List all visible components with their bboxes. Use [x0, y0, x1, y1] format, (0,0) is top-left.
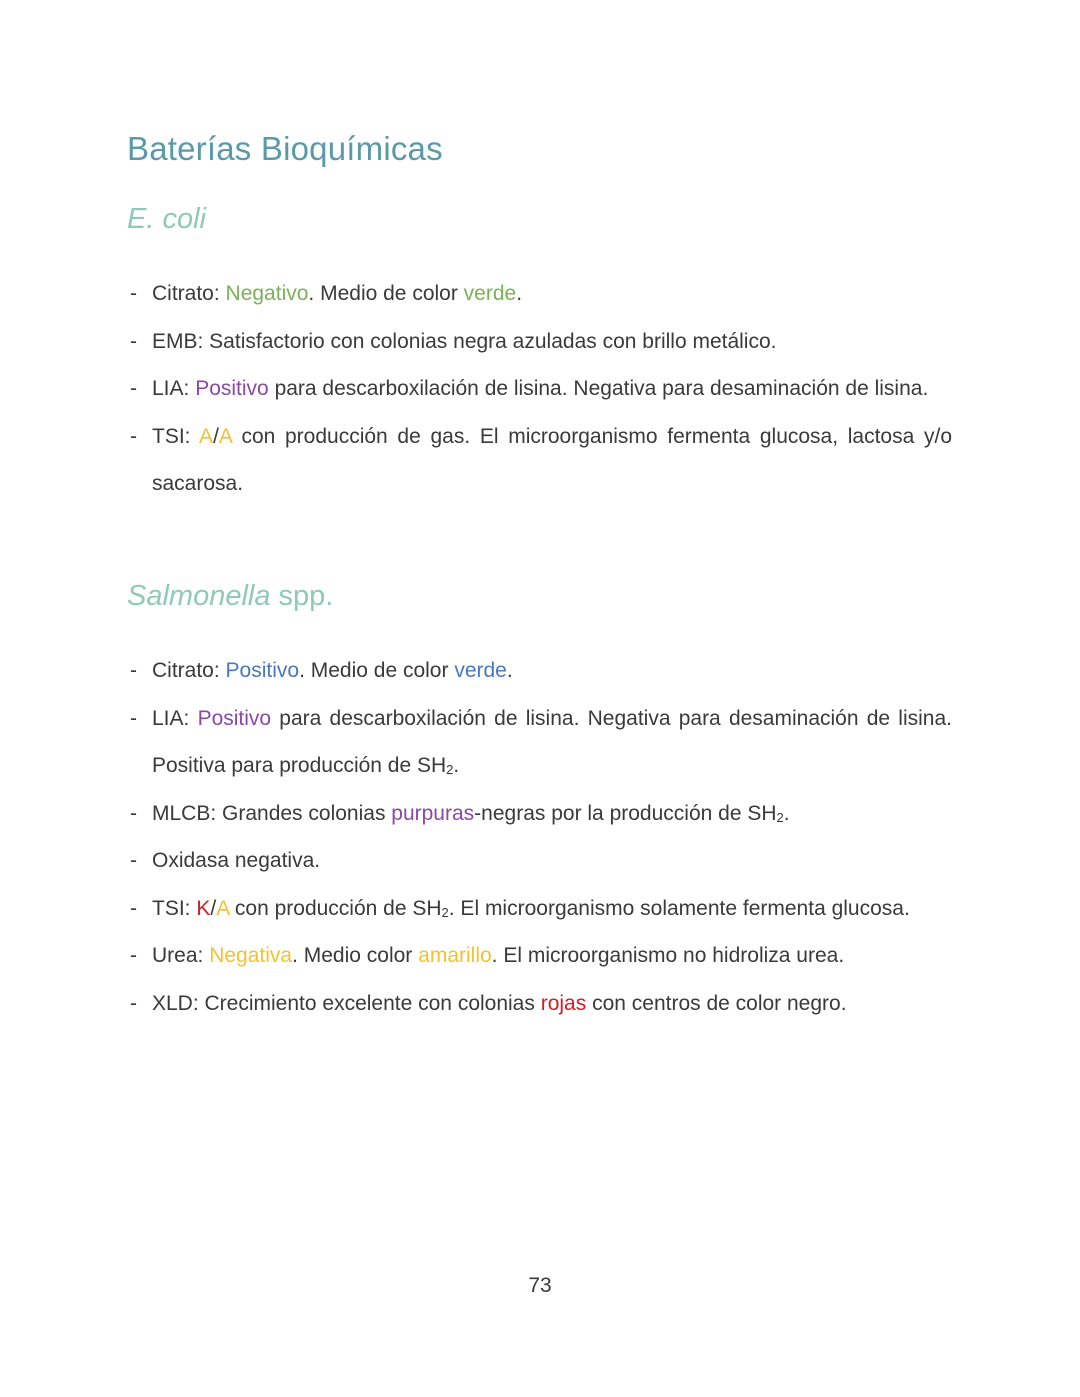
- bullet-dash: -: [130, 849, 137, 872]
- item-text: XLD: Crecimiento excelente con colonias: [152, 991, 541, 1015]
- item-text: /: [213, 424, 219, 448]
- list-item: [130, 318, 952, 366]
- item-text: LIA:: [152, 706, 198, 730]
- section-title-e-coli: [127, 203, 206, 236]
- item-text: . Medio color: [292, 944, 419, 967]
- highlighted-result: Positivo: [195, 377, 269, 400]
- item-text: .: [783, 801, 790, 825]
- highlighted-result: A: [218, 424, 232, 448]
- item-text: Urea:: [152, 944, 210, 967]
- item-text: para descarboxilación de lisina. Negativa para desaminación de lisina.: [268, 377, 929, 400]
- bullet-dash: -: [130, 329, 137, 353]
- list-item: [130, 270, 952, 318]
- highlighted-result: rojas: [540, 991, 587, 1015]
- item-text: TSI:: [152, 424, 200, 448]
- bullet-dash: -: [130, 282, 137, 305]
- item-text: con producción de SH: [229, 896, 442, 920]
- item-text: . Medio de color: [299, 659, 455, 682]
- highlighted-result: K: [196, 896, 211, 920]
- item-text: con centros de color negro.: [586, 991, 847, 1015]
- bullet-dash: -: [130, 896, 137, 920]
- item-text: . El microorganismo no hidroliza urea.: [491, 944, 845, 967]
- list-item: [130, 413, 952, 508]
- e-coli-test-list: [130, 270, 952, 508]
- page-number: 73: [528, 1274, 552, 1297]
- item-text: LIA:: [152, 377, 196, 400]
- list-item: [130, 695, 952, 790]
- subscript: 2: [446, 762, 454, 777]
- item-text: /: [210, 896, 217, 920]
- item-text: MLCB: Grandes colonias: [152, 801, 392, 825]
- item-text: Oxidasa negativa.: [152, 849, 321, 872]
- bullet-dash: -: [130, 706, 137, 730]
- bullet-dash: -: [130, 659, 137, 682]
- salmonella-test-list: [130, 647, 952, 1027]
- bullet-dash: -: [130, 991, 137, 1015]
- highlighted-result: A: [216, 896, 230, 920]
- highlighted-result: verde: [463, 282, 517, 305]
- list-item: [130, 837, 952, 885]
- bullet-dash: -: [130, 424, 137, 448]
- section-title-italic: E. coli: [127, 203, 206, 235]
- item-text: para descarboxilación de lisina. Negativa para desaminación de lisina. Positiva para producción de SH: [152, 706, 952, 777]
- list-item: [130, 980, 952, 1028]
- highlighted-result: A: [199, 424, 214, 448]
- item-text: -negras por la producción de SH: [474, 801, 777, 825]
- highlighted-result: verde: [454, 659, 507, 682]
- highlighted-result: purpuras: [391, 801, 475, 825]
- list-item: [130, 885, 952, 933]
- item-text: Citrato:: [152, 659, 226, 682]
- highlighted-result: amarillo: [418, 944, 492, 967]
- item-text: .: [453, 754, 460, 777]
- item-text: con producción de gas. El microorganismo fermenta glucosa, lactosa y/o sacarosa.: [152, 424, 952, 495]
- section-title-salmonella: [127, 580, 333, 613]
- item-text: EMB: Satisfactorio con colonias negra azuladas con brillo metálico.: [152, 329, 777, 353]
- highlighted-result: Positivo: [225, 659, 300, 682]
- section-title-rest: spp.: [270, 580, 334, 612]
- section-title-italic: Salmonella: [127, 580, 271, 612]
- item-text: . El microorganismo solamente fermenta glucosa.: [448, 896, 910, 920]
- item-text: . Medio de color: [308, 282, 464, 305]
- item-text: .: [516, 282, 523, 305]
- list-item: [130, 790, 952, 838]
- subscript: 2: [441, 904, 449, 920]
- list-item: [130, 647, 952, 695]
- list-item: [130, 932, 952, 980]
- bullet-dash: -: [130, 801, 137, 825]
- item-text: .: [506, 659, 513, 682]
- bullet-dash: -: [130, 377, 137, 400]
- highlighted-result: Negativo: [225, 282, 309, 305]
- list-item: [130, 365, 952, 413]
- page-title: Baterías Bioquímicas: [127, 130, 443, 167]
- subscript: 2: [776, 809, 784, 825]
- highlighted-result: Positivo: [197, 706, 272, 730]
- item-text: TSI:: [152, 896, 197, 920]
- bullet-dash: -: [130, 944, 137, 967]
- highlighted-result: Negativa: [209, 944, 293, 967]
- item-text: Citrato:: [152, 282, 226, 305]
